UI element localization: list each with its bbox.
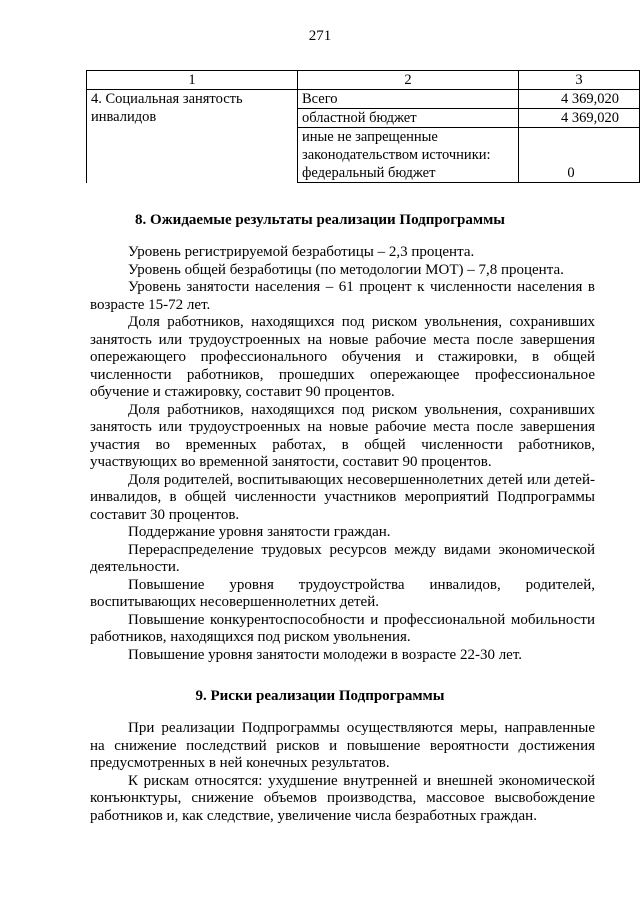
- paragraph: Повышение уровня трудоустройства инвалидов, родителей, воспитывающих несовершеннолетних детей.: [90, 576, 595, 610]
- section-9-body: [90, 720, 595, 825]
- source-cell: федеральный бюджет: [298, 164, 519, 183]
- table-header-cell: 1: [87, 71, 298, 90]
- table-header-row: [87, 71, 640, 90]
- paragraph: Доля родителей, воспитывающих несовершеннолетних детей или детей-инвалидов, в общей численности участников мероприятий Подпрограммы составит 30 процентов.: [90, 471, 595, 523]
- paragraph: Повышение уровня занятости молодежи в возрасте 22-30 лет.: [128, 646, 523, 663]
- table-header-cell: 2: [298, 71, 519, 90]
- section-8-heading: 8. Ожидаемые результаты реализации Подпрограммы: [134, 212, 506, 228]
- amount-cell: [519, 128, 640, 165]
- paragraph: Доля работников, находящихся под риском увольнения, сохранивших занятость или трудоустроенных на новые рабочие места после завершения участия во временных работах, в общей численности работников, участвующих во временной занятости, составит 90 процентов.: [90, 401, 595, 470]
- page-number: 271: [308, 28, 332, 44]
- funding-table: [86, 70, 640, 183]
- amount-cell: 0: [519, 164, 640, 183]
- table-row: [87, 90, 640, 109]
- paragraph: Поддержание уровня занятости граждан.: [128, 524, 391, 540]
- paragraph: Повышение конкурентоспособности и профессиональной мобильности работников, находящихся под риском увольнения.: [90, 611, 595, 645]
- section-9-heading: 9. Риски реализации Подпрограммы: [195, 688, 445, 704]
- paragraph: Перераспределение трудовых ресурсов между видами экономической деятельности.: [90, 541, 595, 575]
- source-cell: Всего: [298, 90, 519, 109]
- paragraph: Доля работников, находящихся под риском увольнения, сохранивших занятость или трудоустроенных на новые рабочие места после завершения опережающего профессионального обучения и стажировки, в общей численности работников, прошедших опережающее профессиональное обучение и стажировку, составит 90 процентов.: [90, 314, 595, 400]
- program-name-cell: 4. Социальная занятость инвалидов: [87, 90, 298, 183]
- paragraph: Уровень занятости населения – 61 процент к численности населения в возрасте 15-72 лет.: [90, 279, 595, 313]
- paragraph: К рискам относятся: ухудшение внутренней и внешней экономической конъюнктуры, снижение объемов производства, массовое высвобождение работников и, как следствие, увеличение числа безработных граждан.: [90, 772, 595, 824]
- paragraph: Уровень регистрируемой безработицы – 2,3 процента.: [128, 244, 475, 260]
- amount-cell: 4 369,020: [519, 90, 640, 109]
- section-8-body: [90, 244, 595, 664]
- amount-cell: 4 369,020: [519, 109, 640, 128]
- paragraph: Уровень общей безработицы (по методологии МОТ) – 7,8 процента.: [128, 261, 564, 278]
- source-cell: областной бюджет: [298, 109, 519, 128]
- table-header-cell: 3: [519, 71, 640, 90]
- paragraph: При реализации Подпрограммы осуществляются меры, направленные на снижение последствий рисков и повышение вероятности достижения предусмотренных в ней конечных результатов.: [90, 720, 595, 771]
- source-cell: иные не запрещенные законодательством источники:: [298, 128, 519, 165]
